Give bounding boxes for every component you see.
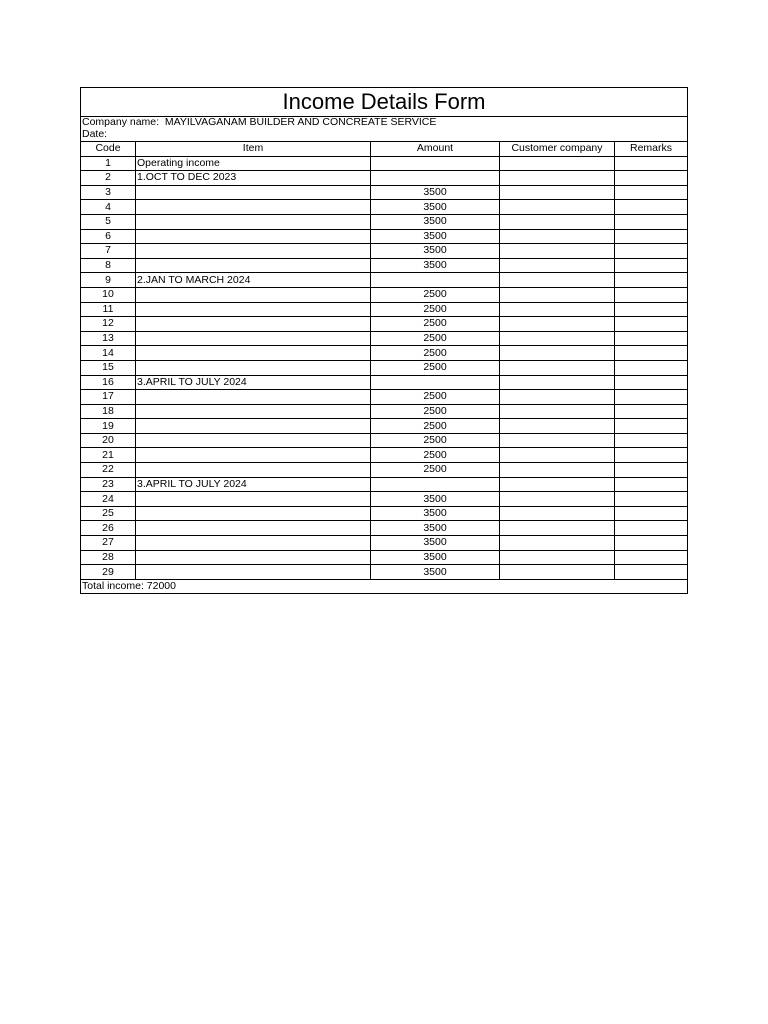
remarks-cell <box>615 156 688 171</box>
customer-company-cell <box>500 433 615 448</box>
remarks-cell <box>615 506 688 521</box>
code-cell: 23 <box>81 477 136 492</box>
remarks-cell <box>615 317 688 332</box>
amount-cell: 2500 <box>371 360 500 375</box>
header-row <box>81 142 688 157</box>
remarks-cell <box>615 463 688 478</box>
table-row <box>81 258 688 273</box>
table-row <box>81 346 688 361</box>
code-cell: 27 <box>81 536 136 551</box>
amount-cell <box>371 171 500 186</box>
remarks-cell <box>615 404 688 419</box>
code-cell: 22 <box>81 463 136 478</box>
amount-cell: 2500 <box>371 287 500 302</box>
customer-company-cell <box>500 302 615 317</box>
customer-company-cell <box>500 565 615 580</box>
code-cell: 9 <box>81 273 136 288</box>
item-cell <box>136 448 371 463</box>
date-label: Date: <box>82 127 108 140</box>
remarks-cell <box>615 273 688 288</box>
remarks-cell <box>615 492 688 507</box>
customer-company-cell <box>500 273 615 288</box>
code-cell: 6 <box>81 229 136 244</box>
item-cell <box>136 463 371 478</box>
code-cell: 17 <box>81 390 136 405</box>
amount-cell: 2500 <box>371 390 500 405</box>
remarks-cell <box>615 258 688 273</box>
amount-cell <box>371 273 500 288</box>
amount-cell <box>371 156 500 171</box>
item-cell: Operating income <box>136 156 371 171</box>
table-row <box>81 287 688 302</box>
code-cell: 13 <box>81 331 136 346</box>
remarks-cell <box>615 390 688 405</box>
amount-cell: 3500 <box>371 506 500 521</box>
remarks-cell <box>615 419 688 434</box>
remarks-cell <box>615 244 688 259</box>
customer-company-cell <box>500 419 615 434</box>
remarks-cell <box>615 214 688 229</box>
item-cell <box>136 419 371 434</box>
item-cell <box>136 521 371 536</box>
item-cell <box>136 433 371 448</box>
code-cell: 1 <box>81 156 136 171</box>
item-cell <box>136 244 371 259</box>
customer-company-cell <box>500 390 615 405</box>
remarks-cell <box>615 229 688 244</box>
code-cell: 28 <box>81 550 136 565</box>
amount-cell: 2500 <box>371 346 500 361</box>
customer-company-cell <box>500 171 615 186</box>
code-cell: 20 <box>81 433 136 448</box>
customer-company-cell <box>500 536 615 551</box>
customer-company-cell <box>500 185 615 200</box>
remarks-cell <box>615 302 688 317</box>
customer-company-cell <box>500 156 615 171</box>
table-row <box>81 317 688 332</box>
table-row <box>81 375 688 390</box>
item-cell <box>136 346 371 361</box>
amount-cell: 3500 <box>371 229 500 244</box>
table-row <box>81 229 688 244</box>
company-info <box>81 117 688 142</box>
total-income: Total income: 72000 <box>81 579 688 594</box>
amount-cell: 2500 <box>371 331 500 346</box>
code-cell: 7 <box>81 244 136 259</box>
item-cell <box>136 565 371 580</box>
code-cell: 10 <box>81 287 136 302</box>
form-title: Income Details Form <box>81 88 688 117</box>
remarks-cell <box>615 375 688 390</box>
code-cell: 3 <box>81 185 136 200</box>
customer-company-cell <box>500 287 615 302</box>
item-cell: 3.APRIL TO JULY 2024 <box>136 477 371 492</box>
customer-company-cell <box>500 506 615 521</box>
customer-company-cell <box>500 463 615 478</box>
table-row <box>81 244 688 259</box>
remarks-cell <box>615 448 688 463</box>
amount-cell: 2500 <box>371 317 500 332</box>
remarks-cell <box>615 550 688 565</box>
code-cell: 15 <box>81 360 136 375</box>
remarks-cell <box>615 185 688 200</box>
remarks-cell <box>615 521 688 536</box>
table-row <box>81 273 688 288</box>
customer-company-cell <box>500 331 615 346</box>
remarks-cell <box>615 287 688 302</box>
amount-cell: 3500 <box>371 214 500 229</box>
item-cell: 2.JAN TO MARCH 2024 <box>136 273 371 288</box>
code-cell: 19 <box>81 419 136 434</box>
company-row <box>81 117 688 142</box>
code-cell: 11 <box>81 302 136 317</box>
item-cell <box>136 331 371 346</box>
amount-cell: 3500 <box>371 258 500 273</box>
item-cell <box>136 258 371 273</box>
code-cell: 16 <box>81 375 136 390</box>
item-cell <box>136 302 371 317</box>
amount-cell: 2500 <box>371 448 500 463</box>
item-cell <box>136 404 371 419</box>
amount-cell: 3500 <box>371 185 500 200</box>
table-row <box>81 302 688 317</box>
header-amount: Amount <box>371 142 500 157</box>
remarks-cell <box>615 433 688 448</box>
item-cell <box>136 214 371 229</box>
code-cell: 25 <box>81 506 136 521</box>
code-cell: 29 <box>81 565 136 580</box>
customer-company-cell <box>500 550 615 565</box>
code-cell: 18 <box>81 404 136 419</box>
table-row <box>81 156 688 171</box>
customer-company-cell <box>500 492 615 507</box>
amount-cell: 3500 <box>371 521 500 536</box>
table-row <box>81 433 688 448</box>
company-label: Company name: <box>82 116 160 128</box>
table-rows <box>81 156 688 579</box>
remarks-cell <box>615 360 688 375</box>
customer-company-cell <box>500 317 615 332</box>
income-details-sheet <box>80 87 687 594</box>
amount-cell: 3500 <box>371 565 500 580</box>
amount-cell: 3500 <box>371 550 500 565</box>
item-cell <box>136 492 371 507</box>
item-cell <box>136 360 371 375</box>
table-row <box>81 477 688 492</box>
table-row <box>81 521 688 536</box>
code-cell: 21 <box>81 448 136 463</box>
table-row <box>81 214 688 229</box>
customer-company-cell <box>500 404 615 419</box>
remarks-cell <box>615 331 688 346</box>
remarks-cell <box>615 346 688 361</box>
customer-company-cell <box>500 448 615 463</box>
item-cell <box>136 550 371 565</box>
table-row <box>81 463 688 478</box>
amount-cell: 2500 <box>371 404 500 419</box>
remarks-cell <box>615 171 688 186</box>
code-cell: 4 <box>81 200 136 215</box>
item-cell <box>136 229 371 244</box>
customer-company-cell <box>500 229 615 244</box>
customer-company-cell <box>500 244 615 259</box>
customer-company-cell <box>500 258 615 273</box>
table-row <box>81 419 688 434</box>
table-row <box>81 390 688 405</box>
table-row <box>81 565 688 580</box>
remarks-cell <box>615 565 688 580</box>
customer-company-cell <box>500 375 615 390</box>
remarks-cell <box>615 200 688 215</box>
table-row <box>81 360 688 375</box>
title-row <box>81 88 688 117</box>
amount-cell: 2500 <box>371 302 500 317</box>
amount-cell <box>371 375 500 390</box>
code-cell: 5 <box>81 214 136 229</box>
amount-cell: 3500 <box>371 492 500 507</box>
item-cell <box>136 506 371 521</box>
item-cell: 1.OCT TO DEC 2023 <box>136 171 371 186</box>
income-details-table <box>80 87 688 594</box>
table-row <box>81 171 688 186</box>
company-name: MAYILVAGANAM BUILDER AND CONCREATE SERVICE <box>164 116 437 128</box>
table-row <box>81 331 688 346</box>
customer-company-cell <box>500 200 615 215</box>
item-cell <box>136 317 371 332</box>
table-row <box>81 200 688 215</box>
table-row <box>81 448 688 463</box>
item-cell <box>136 287 371 302</box>
header-item: Item <box>136 142 371 157</box>
amount-cell: 2500 <box>371 419 500 434</box>
header-customer-company: Customer company <box>500 142 615 157</box>
table-row <box>81 492 688 507</box>
customer-company-cell <box>500 214 615 229</box>
customer-company-cell <box>500 521 615 536</box>
header-remarks: Remarks <box>615 142 688 157</box>
code-cell: 2 <box>81 171 136 186</box>
customer-company-cell <box>500 346 615 361</box>
remarks-cell <box>615 477 688 492</box>
total-row <box>81 579 688 594</box>
item-cell <box>136 185 371 200</box>
item-cell: 3.APRIL TO JULY 2024 <box>136 375 371 390</box>
table-row <box>81 404 688 419</box>
table-row <box>81 536 688 551</box>
table-row <box>81 506 688 521</box>
amount-cell: 2500 <box>371 433 500 448</box>
item-cell <box>136 200 371 215</box>
code-cell: 14 <box>81 346 136 361</box>
customer-company-cell <box>500 477 615 492</box>
code-cell: 26 <box>81 521 136 536</box>
code-cell: 8 <box>81 258 136 273</box>
header-code: Code <box>81 142 136 157</box>
item-cell <box>136 390 371 405</box>
remarks-cell <box>615 536 688 551</box>
table-row <box>81 550 688 565</box>
amount-cell: 2500 <box>371 463 500 478</box>
amount-cell: 3500 <box>371 536 500 551</box>
customer-company-cell <box>500 360 615 375</box>
amount-cell <box>371 477 500 492</box>
amount-cell: 3500 <box>371 200 500 215</box>
item-cell <box>136 536 371 551</box>
table-row <box>81 185 688 200</box>
code-cell: 12 <box>81 317 136 332</box>
code-cell: 24 <box>81 492 136 507</box>
amount-cell: 3500 <box>371 244 500 259</box>
